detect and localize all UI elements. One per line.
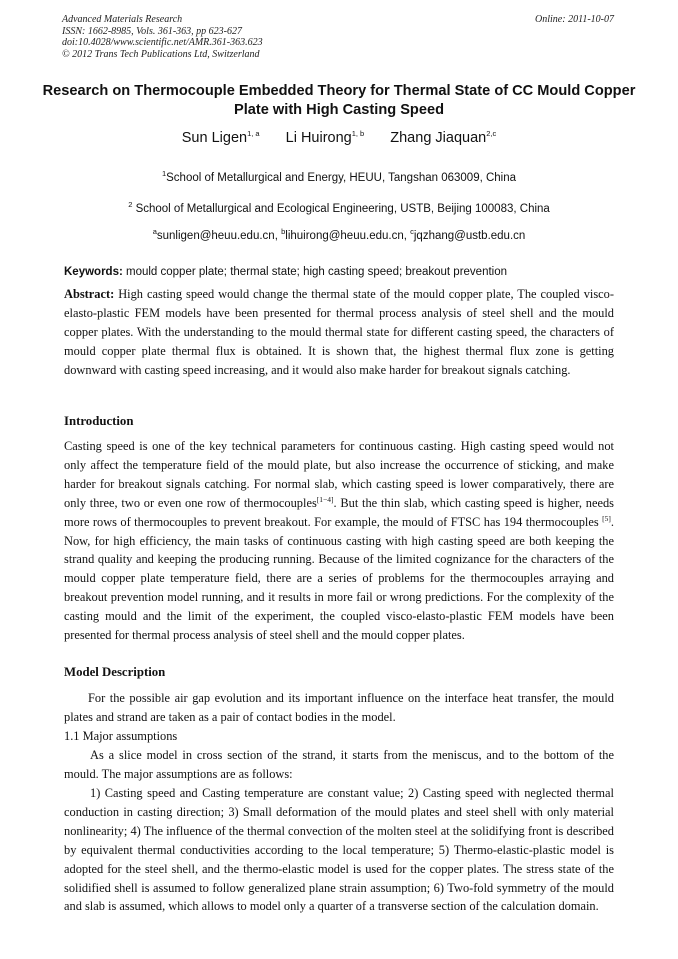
abstract (64, 285, 614, 380)
email-link[interactable]: jqzhang@ustb.edu.cn (413, 230, 526, 242)
abstract-text: High casting speed would change the thermal state of the mould copper plate, The coupled visco-elasto-plastic FEM models have been presented for thermal process analysis of steel shell and the mould copper plates. With the understanding to the mould thermal state for different casting speed, the characters of mould copper plate thermal flux is obtained. It is shown that, the highest thermal flux zone is getting downward with casting speed increasing, and it would also make harder for breakout signals catching. (64, 287, 614, 377)
author-sup: 1, b (351, 129, 365, 139)
section-heading-model: Model Description (64, 665, 166, 679)
affiliation-sup: 2 (128, 200, 133, 210)
model-assumptions: 1) Casting speed and Casting temperature are constant value; 2) Casting speed with neglected thermal conduction in casting direction; 3) Small deformation of the mould plates and steel shell with only material nonlinearity; 4) The influence of the thermal convection of the molten steel at the solidifying front is described by equivalent thermal conductivities according to the local temperature; 5) Thermo-elastic-plastic model is adopted for the steel shell, and the thermo-elastic model is used for the copper plates. The stress state of the solidified shell is assumed to follow generalized plane strain assumption; 6) Two-fold symmetry of the mould and slab is assumed, which allows to model only a quarter of a transverse section of the calculation domain. (64, 786, 614, 914)
section-heading-introduction: Introduction (64, 414, 134, 428)
abstract-label: Abstract: (64, 287, 115, 301)
model-paragraph-1: For the possible air gap evolution and its important influence on the interface heat transfer, the mould plates and strand are taken as a pair of contact bodies in the model. (64, 691, 614, 724)
affiliation-2 (40, 200, 638, 215)
author-name: Sun Ligen (181, 130, 248, 146)
doi: doi:10.4028/www.scientific.net/AMR.361-363.623 (62, 37, 263, 48)
intro-text-1: Casting speed is one of the key technical parameters for continuous casting. High casting speed would not only affect the temperature field of the mould plate, but also increase the occurrence of sticking, and make harder for breakout signals catching. For normal slab, which casting speed is lower comparatively, there are only three, two or even one row of thermocouples (64, 439, 614, 510)
author-sup: 1, a (247, 129, 260, 139)
email-sup: b (281, 227, 286, 237)
intro-text-3: . Now, for high efficiency, the main tasks of continuous casting with high casting speed are both keeping the strand quality and keeping the producing running. Because of the limited cognizance for the characters of the mould copper plate temperature field, there are a series of problems for the thermocouples arraying and breakout prevention model running, and it results in more fail or wrong predictions. For the complexity of the casting mould and the limit of the experiment, the coupled visco-elasto-plastic FEM models have been presented for thermal process analysis of steel shell and the mould copper plates. (64, 514, 614, 643)
affiliation-text: School of Metallurgical and Ecological Engineering, USTB, Beijing 100083, China (135, 203, 550, 215)
author (390, 130, 496, 146)
affiliation-text: School of Metallurgical and Energy, HEUU, Tangshan 063009, China (166, 172, 517, 184)
citation-ref[interactable]: [1−4] (316, 494, 334, 504)
email-sup: a (152, 227, 157, 237)
journal-name: Advanced Materials Research (62, 14, 183, 25)
email-line (40, 227, 638, 242)
journal-header (62, 14, 622, 60)
email-link[interactable]: sunligen@heuu.edu.cn, (156, 230, 278, 242)
email-sup: c (410, 227, 414, 237)
author-name: Li Huirong (285, 130, 352, 146)
author (182, 130, 260, 146)
email-link[interactable]: lihuirong@heuu.edu.cn, (285, 230, 407, 242)
affiliation-sup: 1 (161, 169, 167, 179)
author-name: Zhang Jiaquan (390, 130, 487, 146)
online-date: Online: 2011-10-07 (535, 14, 614, 25)
paper-title: Research on Thermocouple Embedded Theory for Thermal State of CC Mould Copper Plate with High Casting Speed (42, 83, 636, 118)
keywords (64, 266, 616, 278)
keywords-text: mould copper plate; thermal state; high casting speed; breakout prevention (126, 266, 508, 278)
intro-text-2: . But the thin slab, which casting speed is higher, needs more rows of thermocouples to prevent breakout. For example, the mould of FTSC has 194 thermocouples (64, 495, 614, 529)
introduction-paragraph (64, 437, 614, 645)
author-list (40, 130, 638, 146)
author (286, 130, 365, 146)
model-paragraph-2: As a slice model in cross section of the strand, it starts from the meniscus, and to the bottom of the mould. The major assumptions are as follows: (64, 748, 614, 781)
citation-ref[interactable]: [5] (602, 513, 611, 523)
author-sup: 2,c (486, 129, 497, 139)
keywords-label: Keywords: (64, 266, 123, 278)
copyright: © 2012 Trans Tech Publications Ltd, Switzerland (62, 48, 260, 60)
subsection-heading: 1.1 Major assumptions (64, 729, 178, 743)
issn: ISSN: 1662-8985, Vols. 361-363, pp 623-627 (62, 25, 242, 37)
affiliation-1 (40, 169, 638, 184)
